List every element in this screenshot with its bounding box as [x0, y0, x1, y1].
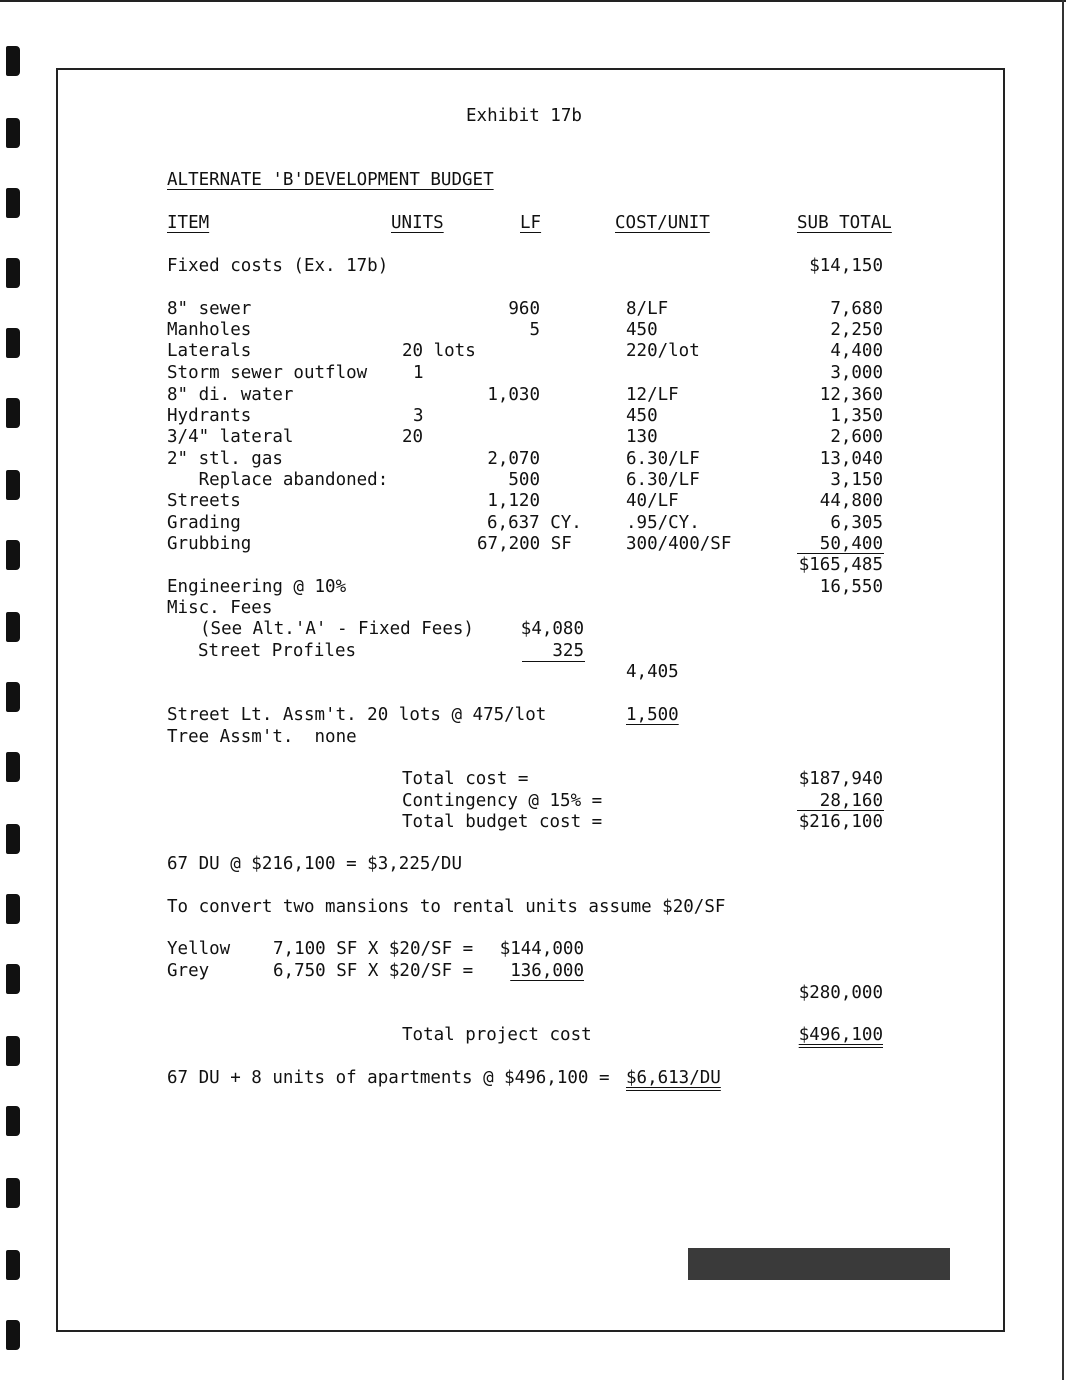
- punch-hole: [6, 470, 20, 500]
- street-light-label: Street Lt. Assm't. 20 lots @ 475/lot: [167, 705, 547, 725]
- row-cost: .95/CY.: [626, 513, 700, 533]
- alt-a-fees-value: $4,080: [520, 619, 584, 639]
- row-subtotal: 6,305: [830, 513, 883, 533]
- total-project-label: Total project cost: [402, 1025, 592, 1045]
- fixed-costs-label: Fixed costs (Ex. 17b): [167, 256, 389, 276]
- yellow-label: Yellow: [167, 939, 231, 959]
- row-lf: 960: [508, 299, 540, 319]
- grey-label: Grey: [167, 961, 210, 981]
- row-cost: 300/400/SF: [626, 534, 732, 554]
- subtotal-rule: [797, 553, 884, 554]
- punch-hole: [6, 118, 20, 148]
- punch-hole: [6, 1036, 20, 1066]
- punch-hole: [6, 258, 20, 288]
- final-cost-text: 67 DU + 8 units of apartments @ $496,100 =: [167, 1068, 610, 1088]
- row-subtotal: 13,040: [819, 449, 883, 469]
- col-header-lf: LF: [520, 213, 542, 233]
- row-item: 3/4" lateral: [167, 427, 294, 447]
- row-cost: 130: [626, 427, 658, 447]
- contingency-label: Contingency @ 15% =: [402, 791, 603, 811]
- row-lf: 6,637 CY.: [487, 513, 582, 533]
- row-subtotal: 7,680: [830, 299, 883, 319]
- total-project-value: $496,100: [798, 1025, 883, 1045]
- punch-hole: [6, 612, 20, 642]
- col-header-subtotal: SUB TOTAL: [797, 213, 892, 233]
- row-subtotal: 44,800: [819, 491, 883, 511]
- row-cost: 8/LF: [626, 299, 669, 319]
- du-calculation: 67 DU @ $216,100 = $3,225/DU: [167, 854, 463, 874]
- punch-hole: [6, 328, 20, 358]
- row-lf: 1,030: [487, 385, 540, 405]
- col-header-units: UNITS: [391, 213, 444, 233]
- street-light-value: 1,500: [626, 705, 679, 725]
- punch-hole: [6, 824, 20, 854]
- row-item: Manholes: [167, 320, 252, 340]
- row-item: Storm sewer outflow: [167, 363, 368, 383]
- row-lf: 1,120: [487, 491, 540, 511]
- contingency-value: 28,160: [819, 791, 883, 811]
- page-title: ALTERNATE 'B'DEVELOPMENT BUDGET: [167, 170, 494, 190]
- row-units: 20: [402, 427, 424, 447]
- punch-hole: [6, 964, 20, 994]
- grey-value: 136,000: [510, 961, 584, 981]
- row-item: 2" stl. gas: [167, 449, 283, 469]
- punch-hole: [6, 398, 20, 428]
- row-item: 8" sewer: [167, 299, 252, 319]
- tree-assessment: Tree Assm't. none: [167, 727, 357, 747]
- redaction-bar: [688, 1248, 950, 1280]
- row-item: Streets: [167, 491, 241, 511]
- total-budget-label: Total budget cost =: [402, 812, 603, 832]
- total-budget-value: $216,100: [798, 812, 883, 832]
- punch-hole: [6, 540, 20, 570]
- col-header-item: ITEM: [167, 213, 210, 233]
- grey-calc: 6,750 SF X $20/SF =: [273, 961, 474, 981]
- row-subtotal: 2,250: [830, 320, 883, 340]
- row-subtotal: 3,150: [830, 470, 883, 490]
- row-item: Laterals: [167, 341, 252, 361]
- row-lf: 5: [529, 320, 540, 340]
- col-header-cost-unit: COST/UNIT: [615, 213, 710, 233]
- row-cost: 6.30/LF: [626, 470, 700, 490]
- misc-fees-sum: 4,405: [626, 662, 679, 682]
- alt-a-fees-label: (See Alt.'A' - Fixed Fees): [200, 619, 474, 639]
- row-item: Grubbing: [167, 534, 252, 554]
- row-item: Grading: [167, 513, 241, 533]
- street-profiles-value: 325: [552, 641, 584, 661]
- engineering-label: Engineering @ 10%: [167, 577, 347, 597]
- row-subtotal: 50,400: [819, 534, 883, 554]
- page-right-edge: [1062, 0, 1064, 1380]
- fixed-costs-subtotal: $14,150: [809, 256, 883, 276]
- row-subtotal: 2,600: [830, 427, 883, 447]
- punch-hole: [6, 46, 20, 76]
- row-units: 20 lots: [402, 341, 476, 361]
- page-top-edge: [0, 0, 1066, 2]
- row-subtotal: 3,000: [830, 363, 883, 383]
- street-profiles-label: Street Profiles: [198, 641, 357, 661]
- rows-total: $165,485: [798, 555, 883, 575]
- contingency-rule: [797, 810, 884, 811]
- mansions-total: $280,000: [798, 983, 883, 1003]
- final-cost-per-du: $6,613/DU: [626, 1068, 721, 1088]
- punch-hole: [6, 1250, 20, 1280]
- punch-hole: [6, 682, 20, 712]
- total-cost-value: $187,940: [798, 769, 883, 789]
- fees-rule: [522, 661, 585, 662]
- row-item: Replace abandoned:: [167, 470, 389, 490]
- total-cost-label: Total cost =: [402, 769, 529, 789]
- row-cost: 6.30/LF: [626, 449, 700, 469]
- row-units: 3: [413, 406, 424, 426]
- conversion-note: To convert two mansions to rental units assume $20/SF: [167, 897, 726, 917]
- row-subtotal: 1,350: [830, 406, 883, 426]
- row-units: 1: [413, 363, 424, 383]
- punch-hole: [6, 1178, 20, 1208]
- row-lf: 67,200 SF: [477, 534, 572, 554]
- exhibit-label: Exhibit 17b: [466, 106, 582, 126]
- row-cost: 40/LF: [626, 491, 679, 511]
- punch-hole: [6, 894, 20, 924]
- row-cost: 450: [626, 320, 658, 340]
- row-subtotal: 12,360: [819, 385, 883, 405]
- punch-hole: [6, 752, 20, 782]
- row-lf: 2,070: [487, 449, 540, 469]
- engineering-value: 16,550: [819, 577, 883, 597]
- punch-hole: [6, 188, 20, 218]
- row-item: 8" di. water: [167, 385, 294, 405]
- yellow-calc: 7,100 SF X $20/SF =: [273, 939, 474, 959]
- punch-hole: [6, 1106, 20, 1136]
- row-lf: 500: [508, 470, 540, 490]
- punch-hole: [6, 1320, 20, 1350]
- row-cost: 12/LF: [626, 385, 679, 405]
- yellow-value: $144,000: [499, 939, 584, 959]
- row-subtotal: 4,400: [830, 341, 883, 361]
- row-cost: 220/lot: [626, 341, 700, 361]
- row-cost: 450: [626, 406, 658, 426]
- misc-fees-label: Misc. Fees: [167, 598, 273, 618]
- row-item: Hydrants: [167, 406, 252, 426]
